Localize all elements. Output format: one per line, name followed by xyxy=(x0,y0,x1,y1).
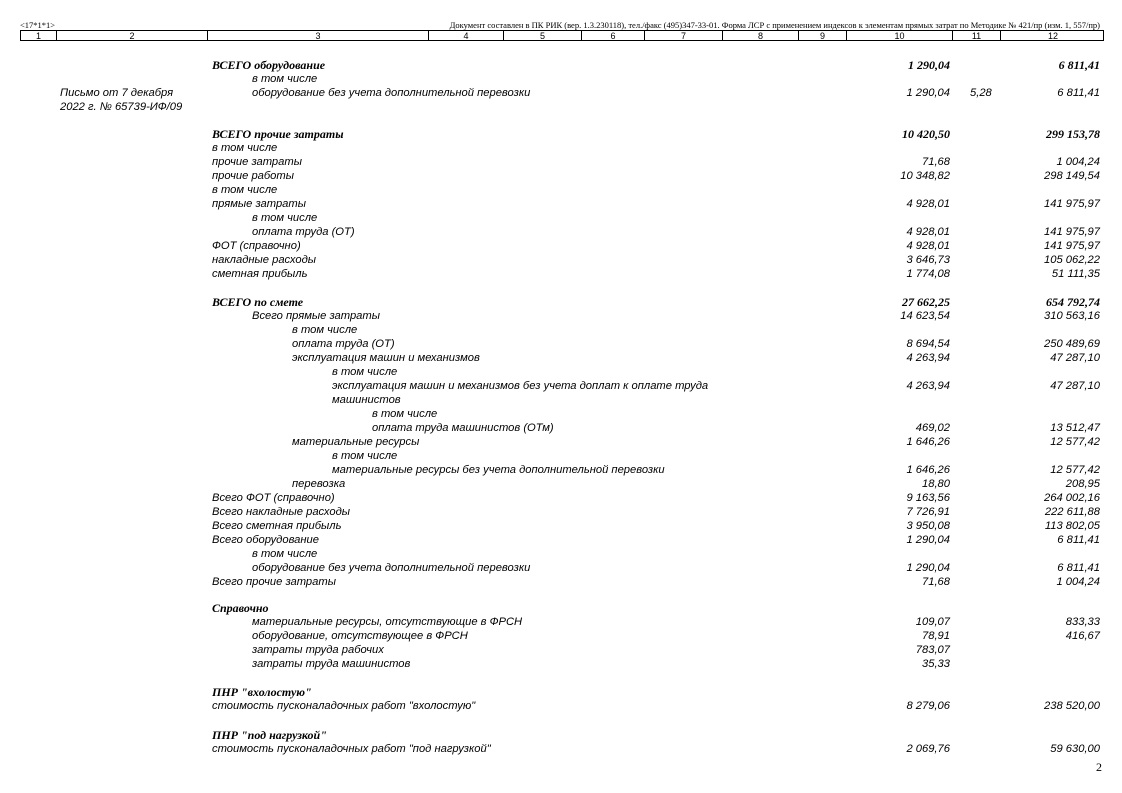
value-col-10: 10 348,82 xyxy=(900,170,950,182)
row-label: материальные ресурсы, отсутствующие в ФРСН xyxy=(252,616,523,628)
column-number-5: 5 xyxy=(504,31,582,41)
table-row xyxy=(0,477,1122,491)
row-label: в том числе xyxy=(212,142,278,154)
column-number-4: 4 xyxy=(429,31,504,41)
value-col-12: 208,95 xyxy=(1065,478,1100,490)
row-label: Всего оборудование xyxy=(212,534,320,546)
row-label: Всего прямые затраты xyxy=(252,310,380,322)
row-label: эксплуатация машин и механизмов без учета доплат к оплате труда xyxy=(332,380,709,392)
table-row xyxy=(0,86,1122,100)
value-col-12: 12 577,42 xyxy=(1050,436,1100,448)
row-label: в том числе xyxy=(212,184,278,196)
row-label: в том числе xyxy=(292,324,358,336)
value-col-12: 141 975,97 xyxy=(1044,240,1100,252)
row-label: оплата труда (ОТ) xyxy=(252,226,355,238)
document-header: Документ составлен в ПК РИК (вер. 1.3.230118), тел./факс (495)347-33-01. Форма ЛСР с применением индексов к элементам прямых затрат по Методике № 421/пр (изм. 1, 557/пр) xyxy=(449,20,1100,30)
row-label: прочие затраты xyxy=(212,156,302,168)
row-label: Всего сметная прибыль xyxy=(212,520,342,532)
value-col-10: 3 646,73 xyxy=(906,254,950,266)
row-label: ВСЕГО оборудование xyxy=(212,58,326,72)
row-label: прямые затраты xyxy=(212,198,306,210)
row-label: Всего ФОТ (справочно) xyxy=(212,492,335,504)
section-heading-row xyxy=(0,601,1122,615)
row-label: затраты труда машинистов xyxy=(252,658,411,670)
row-label: затраты труда рабочих xyxy=(252,644,384,656)
value-col-12: 6 811,41 xyxy=(1057,87,1100,99)
value-col-12: 113 802,05 xyxy=(1044,520,1100,532)
value-col-10: 4 928,01 xyxy=(906,226,950,238)
value-col-10: 10 420,50 xyxy=(902,127,950,141)
value-col-11: 5,28 xyxy=(970,87,992,99)
column-number-9: 9 xyxy=(799,31,847,41)
value-col-12: 1 004,24 xyxy=(1056,156,1100,168)
value-col-12: 47 287,10 xyxy=(1050,352,1100,364)
value-col-10: 1 290,04 xyxy=(906,534,950,546)
value-col-10: 78,91 xyxy=(922,630,950,642)
table-row xyxy=(0,197,1122,211)
table-row xyxy=(0,141,1122,155)
table-row xyxy=(0,615,1122,629)
table-row xyxy=(0,225,1122,239)
row-label: оборудование без учета дополнительной перевозки xyxy=(252,87,531,99)
value-col-12: 250 489,69 xyxy=(1044,338,1100,350)
value-col-10: 2 069,76 xyxy=(906,743,950,755)
value-col-12: 6 811,41 xyxy=(1058,58,1100,72)
row-label: в том числе xyxy=(332,450,398,462)
table-row xyxy=(0,629,1122,643)
value-col-10: 1 646,26 xyxy=(906,464,950,476)
value-col-12: 47 287,10 xyxy=(1050,380,1100,392)
table-row xyxy=(0,267,1122,281)
section-heading-row xyxy=(0,728,1122,742)
column-number-1: 1 xyxy=(21,31,57,41)
value-col-10: 3 950,08 xyxy=(906,520,950,532)
table-row xyxy=(0,253,1122,267)
table-row xyxy=(0,575,1122,589)
value-col-10: 783,07 xyxy=(915,644,950,656)
value-col-12: 141 975,97 xyxy=(1044,226,1100,238)
value-col-10: 8 694,54 xyxy=(906,338,950,350)
row-label: оплата труда (ОТ) xyxy=(292,338,395,350)
column-number-11: 11 xyxy=(953,31,1001,41)
table-row xyxy=(0,742,1122,756)
table-row xyxy=(0,505,1122,519)
row-label: Справочно xyxy=(212,601,269,615)
value-col-12: 51 111,35 xyxy=(1051,268,1100,280)
value-col-10: 4 928,01 xyxy=(906,240,950,252)
row-label: ФОТ (справочно) xyxy=(212,240,301,252)
table-row xyxy=(0,491,1122,505)
row-label: ПНР "вхолостую" xyxy=(212,685,312,699)
value-col-12: 833,33 xyxy=(1065,616,1100,628)
column-number-6: 6 xyxy=(582,31,645,41)
row-label: стоимость пусконаладочных работ "под нагрузкой" xyxy=(212,743,491,755)
table-row xyxy=(0,561,1122,575)
table-row xyxy=(0,183,1122,197)
value-col-10: 4 263,94 xyxy=(906,380,950,392)
row-label: сметная прибыль xyxy=(212,268,308,280)
value-col-12: 222 611,88 xyxy=(1044,506,1100,518)
table-row xyxy=(0,421,1122,435)
row-label: эксплуатация машин и механизмов xyxy=(292,352,480,364)
table-row xyxy=(0,211,1122,225)
document-code: <17*1*1> xyxy=(20,20,56,30)
table-row xyxy=(0,643,1122,657)
value-col-12: 238 520,00 xyxy=(1044,700,1100,712)
column-number-7: 7 xyxy=(645,31,723,41)
page-number: 2 xyxy=(1096,760,1102,774)
column-number-8: 8 xyxy=(723,31,799,41)
table-row xyxy=(0,72,1122,86)
table-row xyxy=(0,309,1122,323)
row-label: прочие работы xyxy=(212,170,294,182)
row-label: в том числе xyxy=(252,212,318,224)
value-col-10: 469,02 xyxy=(915,422,950,434)
value-col-12: 416,67 xyxy=(1065,630,1100,642)
column-number-2: 2 xyxy=(57,31,208,41)
table-row xyxy=(0,169,1122,183)
value-col-10: 1 646,26 xyxy=(906,436,950,448)
column-number-3: 3 xyxy=(208,31,429,41)
row-label: перевозка xyxy=(292,478,346,490)
value-col-12: 141 975,97 xyxy=(1044,198,1100,210)
value-col-10: 109,07 xyxy=(915,616,950,628)
table-row xyxy=(0,323,1122,337)
table-row xyxy=(0,699,1122,713)
row-label: материальные ресурсы xyxy=(292,436,420,448)
row-label: оплата труда машинистов (ОТм) xyxy=(372,422,554,434)
value-col-10: 14 623,54 xyxy=(900,310,950,322)
value-col-10: 71,68 xyxy=(922,156,950,168)
table-row xyxy=(0,155,1122,169)
row-label: оборудование без учета дополнительной перевозки xyxy=(252,562,531,574)
value-col-10: 18,80 xyxy=(922,478,950,490)
value-col-12: 299 153,78 xyxy=(1046,127,1100,141)
value-col-12: 105 062,22 xyxy=(1044,254,1100,266)
section-heading-row xyxy=(0,58,1122,72)
table-row xyxy=(0,449,1122,463)
value-col-10: 71,68 xyxy=(922,576,950,588)
value-col-12: 298 149,54 xyxy=(1044,170,1100,182)
table-row xyxy=(0,657,1122,671)
table-row xyxy=(0,463,1122,477)
value-col-12: 264 002,16 xyxy=(1044,492,1100,504)
value-col-10: 1 290,04 xyxy=(906,562,950,574)
table-row xyxy=(0,519,1122,533)
table-row xyxy=(0,533,1122,547)
value-col-12: 12 577,42 xyxy=(1050,464,1100,476)
row-label: ВСЕГО прочие затраты xyxy=(212,127,344,141)
value-col-12: 1 004,24 xyxy=(1056,576,1100,588)
section-heading-row xyxy=(0,295,1122,309)
row-label: ПНР "под нагрузкой" xyxy=(212,728,327,742)
value-col-10: 1 290,04 xyxy=(906,87,950,99)
row-label: стоимость пусконаладочных работ "вхолостую" xyxy=(212,700,476,712)
table-row xyxy=(0,547,1122,561)
value-col-12: 310 563,16 xyxy=(1044,310,1100,322)
value-col-12: 13 512,47 xyxy=(1050,422,1100,434)
value-col-12: 6 811,41 xyxy=(1057,562,1100,574)
value-col-10: 27 662,25 xyxy=(902,295,950,309)
column-number-10: 10 xyxy=(847,31,953,41)
value-col-10: 8 279,06 xyxy=(906,700,950,712)
row-label: оборудование, отсутствующее в ФРСН xyxy=(252,630,468,642)
row-label: материальные ресурсы без учета дополнительной перевозки xyxy=(332,464,665,476)
row-label: Всего прочие затраты xyxy=(212,576,336,588)
table-row xyxy=(0,351,1122,365)
row-label: машинистов xyxy=(332,394,401,406)
section-heading-row xyxy=(0,685,1122,699)
value-col-10: 7 726,91 xyxy=(906,506,950,518)
value-col-12: 6 811,41 xyxy=(1057,534,1100,546)
row-label: накладные расходы xyxy=(212,254,316,266)
table-row xyxy=(0,435,1122,449)
section-heading-row xyxy=(0,127,1122,141)
value-col-12: 59 630,00 xyxy=(1050,743,1100,755)
row-label: в том числе xyxy=(332,366,398,378)
table-row xyxy=(0,239,1122,253)
value-col-10: 4 928,01 xyxy=(906,198,950,210)
table-row xyxy=(0,337,1122,351)
value-col-10: 35,33 xyxy=(922,658,950,670)
row-label: Всего накладные расходы xyxy=(212,506,350,518)
row-label: ВСЕГО по смете xyxy=(212,295,304,309)
row-label: в том числе xyxy=(372,408,438,420)
value-col-10: 1 290,04 xyxy=(908,58,950,72)
value-col-10: 4 263,94 xyxy=(906,352,950,364)
row-label: в том числе xyxy=(252,548,318,560)
note-line-1: Письмо от 7 декабря xyxy=(60,87,174,99)
value-col-12: 654 792,74 xyxy=(1046,295,1100,309)
table-row xyxy=(0,365,1122,379)
table-row xyxy=(0,379,1122,393)
row-label: в том числе xyxy=(252,73,318,85)
table-row xyxy=(0,393,1122,407)
value-col-10: 9 163,56 xyxy=(906,492,950,504)
value-col-10: 1 774,08 xyxy=(906,268,950,280)
note-line-2: 2022 г. № 65739-ИФ/09 xyxy=(60,101,183,113)
column-number-12: 12 xyxy=(1047,31,1058,41)
table-row xyxy=(0,407,1122,421)
